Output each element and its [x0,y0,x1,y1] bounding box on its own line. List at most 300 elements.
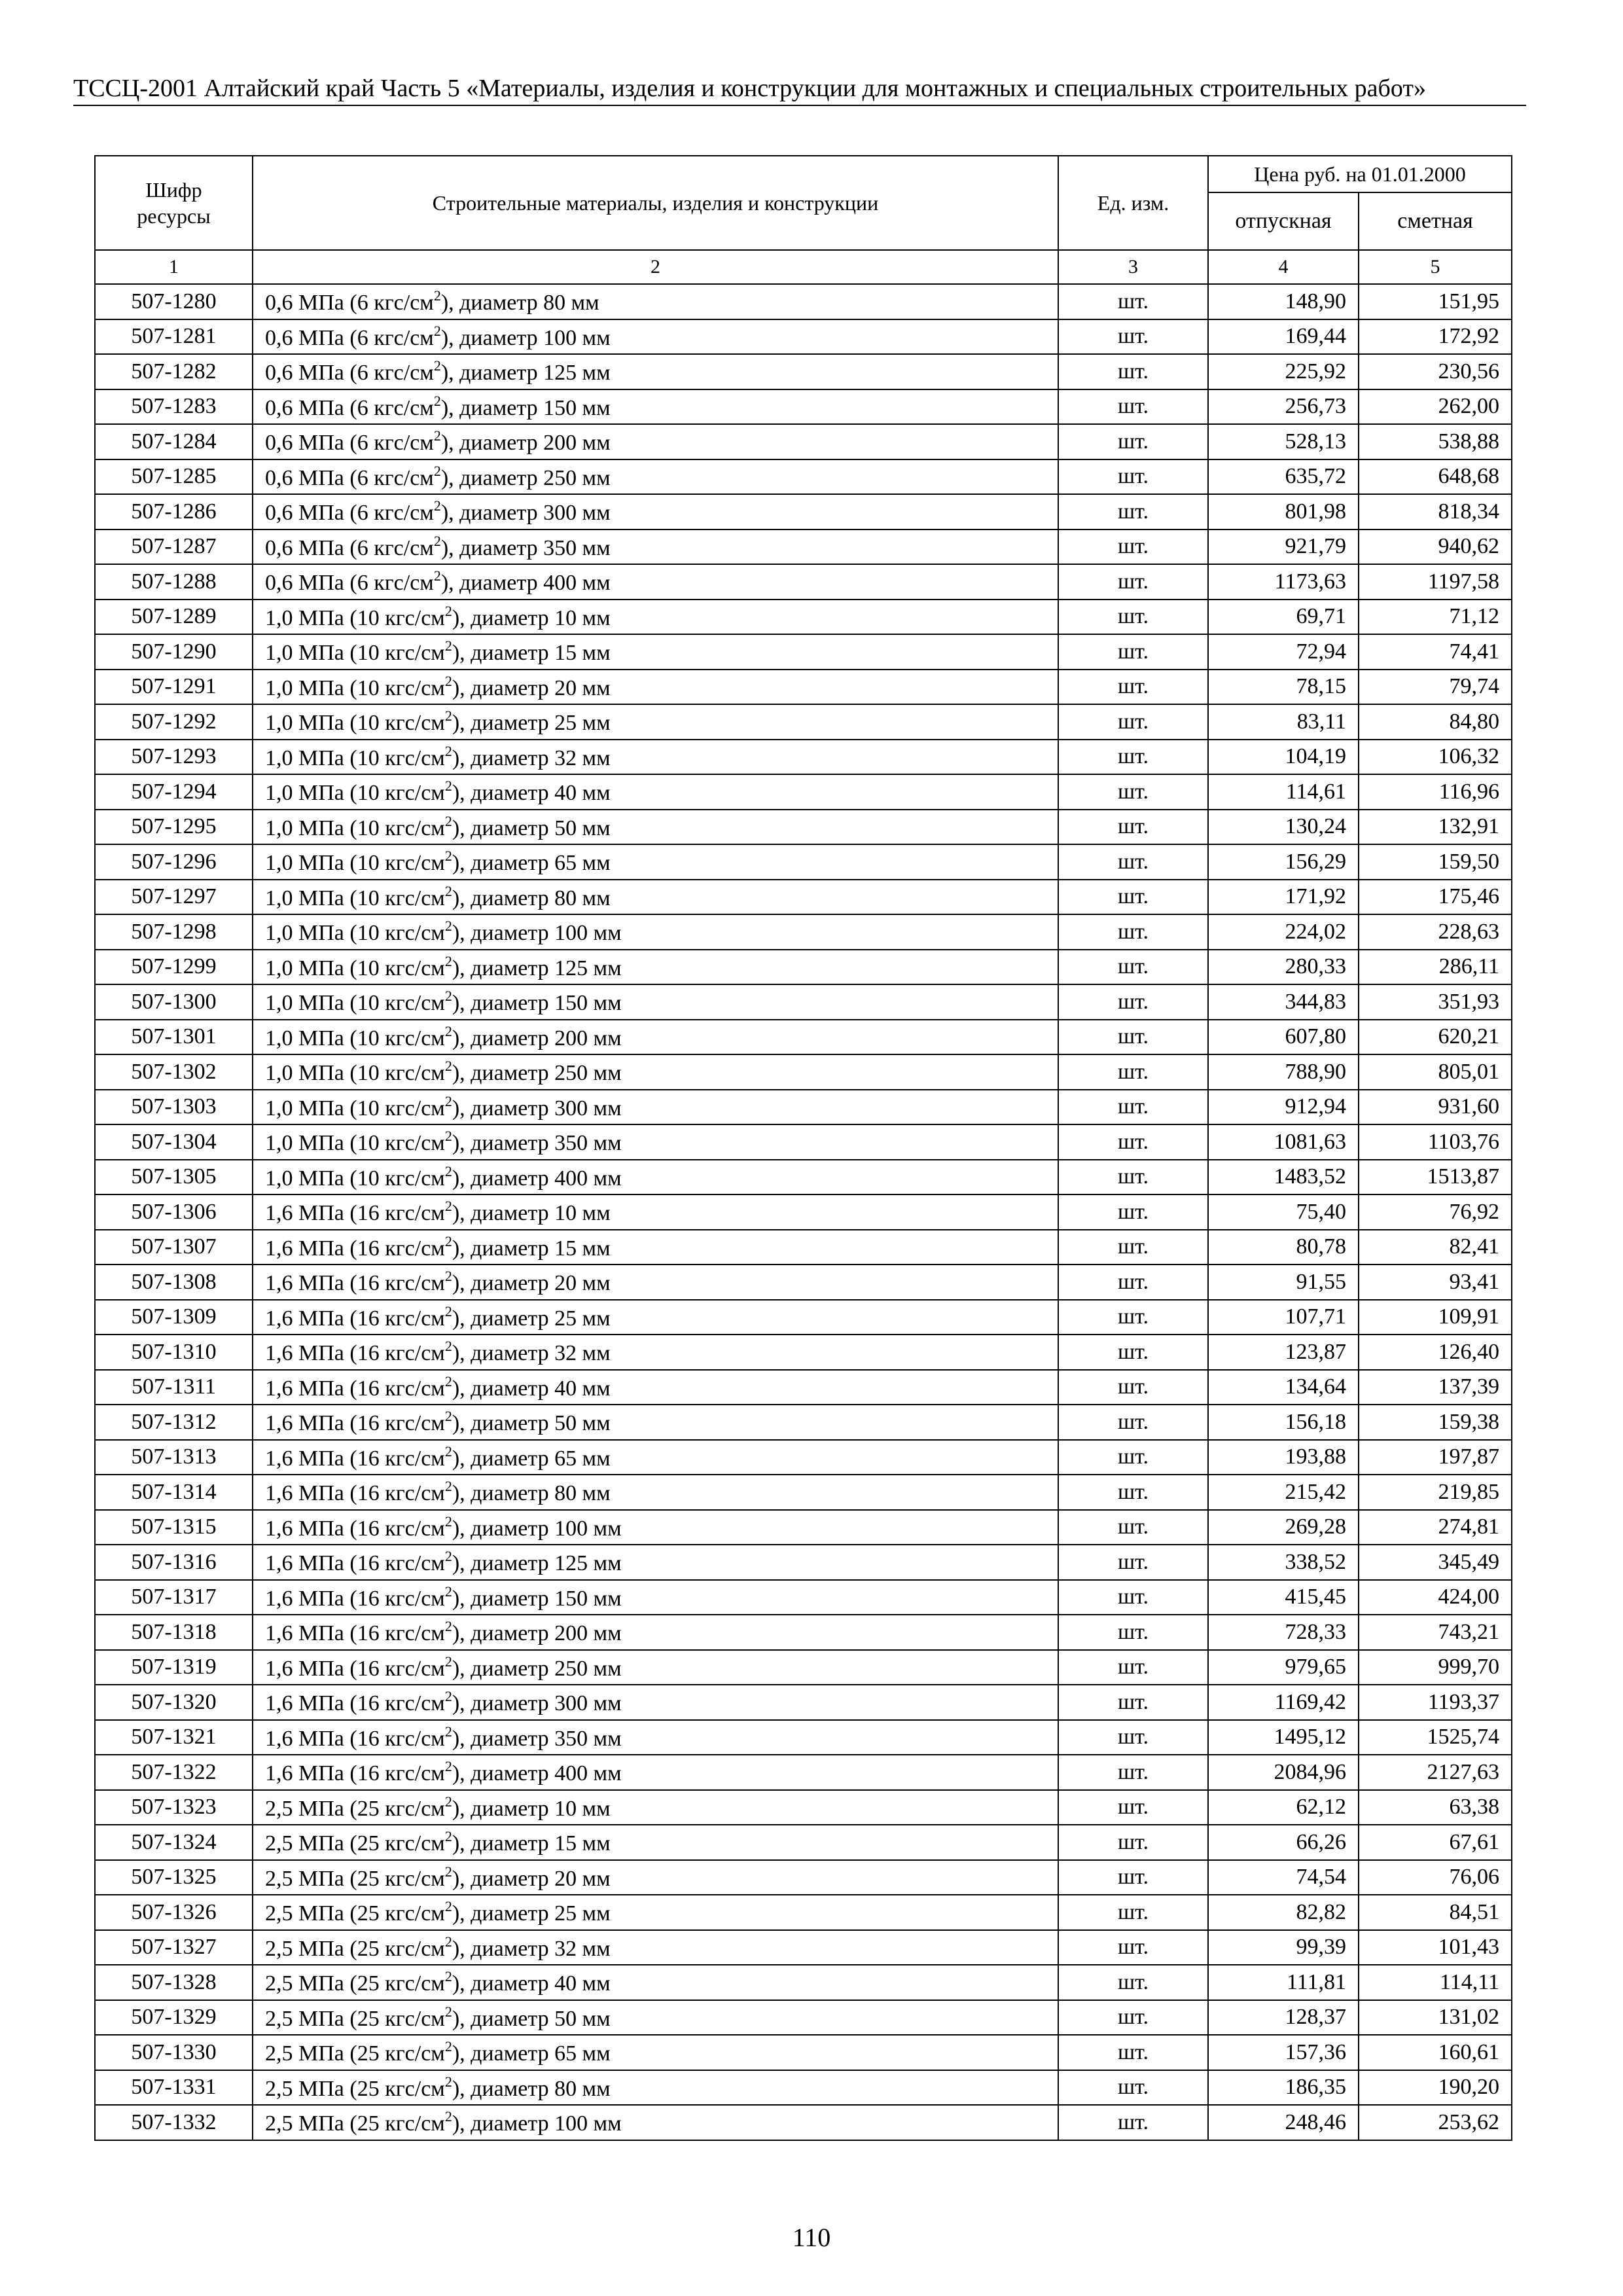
material-name [253,319,1058,355]
pressure-kgf: 6 [357,325,368,350]
diameter-text: ), диаметр [440,535,544,560]
pressure-kgf: 6 [357,395,368,420]
unit-exponent: 2 [444,1723,452,1740]
release-price: 171,92 [1208,880,1359,915]
pressure-mpa: 1,6 [265,1201,293,1226]
diameter-value: 15 [554,1831,577,1856]
mpa-text: МПа ( [293,535,357,560]
mm-text: мм [577,465,611,490]
resource-code: 507-1293 [95,740,253,775]
release-price: 979,65 [1208,1650,1359,1685]
unit-cell: шт. [1058,984,1208,1020]
material-name [253,1124,1058,1160]
diameter-value: 400 [554,1761,588,1786]
pressure-kgf: 16 [357,1691,380,1716]
unit-exponent: 2 [444,778,452,795]
material-name [253,740,1058,775]
diameter-value: 50 [554,816,577,840]
pressure-mpa: 1,6 [265,1236,293,1261]
resource-code: 507-1332 [95,2105,253,2140]
resource-code: 507-1310 [95,1335,253,1370]
release-price: 91,55 [1208,1265,1359,1300]
diameter-text: ), диаметр [452,2076,555,2101]
material-name [253,914,1058,950]
resource-code: 507-1283 [95,389,253,425]
estimate-price: 230,56 [1359,354,1512,389]
mpa-text: МПа ( [293,1796,357,1821]
mm-text: мм [577,1481,611,1506]
column-number: 2 [253,250,1058,284]
pressure-mpa: 1,6 [265,1411,293,1436]
mpa-text: МПа ( [293,1376,357,1401]
pressure-kgf: 10 [357,711,380,736]
estimate-price: 160,61 [1359,2035,1512,2070]
unit-cell: шт. [1058,2000,1208,2036]
pressure-kgf: 10 [357,781,380,806]
diameter-text: ), диаметр [452,641,555,666]
unit-cell: шт. [1058,1440,1208,1475]
release-price: 157,36 [1208,2035,1359,2070]
estimate-price: 648,68 [1359,459,1512,495]
pressure-kgf: 6 [357,535,368,560]
diameter-value: 100 [554,1516,588,1541]
mpa-text: МПа ( [293,431,357,456]
diameter-value: 10 [554,1201,577,1226]
diameter-value: 32 [554,1341,577,1366]
pressure-kgf: 10 [357,1026,380,1050]
pressure-kgf: 16 [357,1761,380,1786]
kgf-text: кгс/см [368,571,434,596]
pressure-kgf: 25 [357,1796,380,1821]
column-number-row [95,250,1512,284]
table-row [95,1335,1512,1370]
unit-exponent: 2 [444,672,452,689]
unit-cell: шт. [1058,1370,1208,1405]
pressure-mpa: 2,5 [265,1901,293,1926]
kgf-text: кгс/см [379,711,445,736]
unit-cell: шт. [1058,1860,1208,1895]
estimate-price: 114,11 [1359,1965,1512,2000]
pressure-mpa: 1,6 [265,1446,293,1471]
resource-code: 507-1303 [95,1090,253,1125]
unit-exponent: 2 [444,1058,452,1075]
unit-cell: шт. [1058,1895,1208,1930]
mpa-text: МПа ( [293,1761,357,1786]
resource-code: 507-1304 [95,1124,253,1160]
resource-code: 507-1306 [95,1194,253,1230]
material-name [253,389,1058,425]
release-price: 82,82 [1208,1895,1359,1930]
pressure-kgf: 16 [357,1551,380,1576]
diameter-text: ), диаметр [452,1726,555,1751]
mm-text: мм [577,1306,611,1331]
kgf-text: кгс/см [379,1376,445,1401]
unit-exponent: 2 [444,2073,452,2090]
unit-exponent: 2 [433,322,441,339]
pressure-kgf: 6 [357,465,368,490]
diameter-text: ), диаметр [452,1236,555,1261]
estimate-price: 116,96 [1359,774,1512,810]
mm-text: мм [577,605,611,630]
pressure-kgf: 25 [357,1866,380,1891]
kgf-text: кгс/см [379,1306,445,1331]
resource-code: 507-1322 [95,1755,253,1790]
table-row [95,1475,1512,1510]
pressure-mpa: 0,6 [265,465,293,490]
diameter-text: ), диаметр [452,1306,555,1331]
table-row [95,284,1512,319]
mm-text: мм [588,956,622,980]
resource-code: 507-1280 [95,284,253,319]
unit-exponent: 2 [444,1128,452,1145]
estimate-price: 126,40 [1359,1335,1512,1370]
mpa-text: МПа ( [293,641,357,666]
diameter-text: ), диаметр [452,1376,555,1401]
unit-exponent: 2 [433,392,441,409]
table-row [95,2105,1512,2140]
pressure-kgf: 10 [357,1166,380,1191]
unit-cell: шт. [1058,1405,1208,1440]
table-row [95,354,1512,389]
unit-exponent: 2 [444,1793,452,1810]
unit-cell: шт. [1058,529,1208,565]
diameter-value: 20 [554,675,577,700]
kgf-text: кгс/см [379,886,445,910]
header-release-price: отпускная [1208,192,1359,250]
material-name [253,1790,1058,1825]
diameter-value: 150 [554,991,588,1016]
pressure-kgf: 16 [357,1411,380,1436]
release-price: 156,18 [1208,1405,1359,1440]
release-price: 169,44 [1208,319,1359,355]
pressure-mpa: 1,0 [265,991,293,1016]
table-row [95,1124,1512,1160]
unit-exponent: 2 [444,1688,452,1705]
diameter-value: 40 [554,781,577,806]
mm-text: мм [588,1656,622,1681]
table-row [95,1160,1512,1195]
mpa-text: МПа ( [293,1236,357,1261]
diameter-value: 250 [554,1061,588,1086]
kgf-text: кгс/см [368,501,434,526]
diameter-text: ), диаметр [452,921,555,946]
diameter-text: ), диаметр [452,886,555,910]
estimate-price: 131,02 [1359,2000,1512,2036]
resource-code: 507-1327 [95,1930,253,1965]
release-price: 72,94 [1208,634,1359,670]
material-name [253,2105,1058,2140]
material-name [253,2035,1058,2070]
release-price: 128,37 [1208,2000,1359,2036]
material-name [253,564,1058,600]
diameter-text: ), диаметр [452,745,555,770]
material-name [253,1370,1058,1405]
pressure-mpa: 2,5 [265,2006,293,2031]
kgf-text: кгс/см [368,361,434,386]
pressure-mpa: 0,6 [265,395,293,420]
mpa-text: МПа ( [293,501,357,526]
diameter-value: 125 [543,361,577,386]
unit-cell: шт. [1058,1965,1208,2000]
estimate-price: 620,21 [1359,1020,1512,1055]
kgf-text: кгс/см [368,535,434,560]
pressure-kgf: 25 [357,1901,380,1926]
unit-exponent: 2 [444,602,452,619]
release-price: 123,87 [1208,1335,1359,1370]
unit-exponent: 2 [433,427,441,444]
mm-text: мм [577,1341,611,1366]
material-name [253,950,1058,985]
diameter-value: 32 [554,1936,577,1961]
resource-code: 507-1297 [95,880,253,915]
unit-exponent: 2 [444,988,452,1005]
resource-code: 507-1330 [95,2035,253,2070]
unit-exponent: 2 [444,742,452,759]
estimate-price: 999,70 [1359,1650,1512,1685]
mpa-text: МПа ( [293,2076,357,2101]
resource-code: 507-1292 [95,704,253,740]
diameter-value: 125 [554,1551,588,1576]
material-name [253,774,1058,810]
diameter-text: ), диаметр [452,1971,555,1996]
pressure-kgf: 10 [357,851,380,876]
mm-text: мм [588,1516,622,1541]
resource-code: 507-1329 [95,2000,253,2036]
header-unit: Ед. изм. [1058,156,1208,250]
unit-exponent: 2 [444,2038,452,2055]
pressure-kgf: 16 [357,1306,380,1331]
header-price-group: Цена руб. на 01.01.2000 [1208,156,1512,192]
release-price: 69,71 [1208,600,1359,635]
mm-text: мм [577,641,611,666]
pressure-kgf: 10 [357,745,380,770]
resource-code: 507-1325 [95,1860,253,1895]
table-row [95,1194,1512,1230]
estimate-price: 1193,37 [1359,1685,1512,1720]
release-price: 134,64 [1208,1370,1359,1405]
diameter-text: ), диаметр [452,1586,555,1611]
unit-cell: шт. [1058,1300,1208,1335]
diameter-value: 50 [554,1411,577,1436]
material-name [253,1930,1058,1965]
pressure-kgf: 6 [357,431,368,456]
table-row [95,1650,1512,1685]
release-price: 415,45 [1208,1580,1359,1615]
estimate-price: 931,60 [1359,1090,1512,1125]
diameter-value: 50 [554,2006,577,2031]
kgf-text: кгс/см [379,921,445,946]
mm-text: мм [577,535,611,560]
estimate-price: 190,20 [1359,2070,1512,2106]
mm-text: мм [577,745,611,770]
unit-exponent: 2 [433,462,441,479]
pressure-mpa: 1,6 [265,1691,293,1716]
material-name [253,1194,1058,1230]
material-name [253,1300,1058,1335]
resource-code: 507-1284 [95,424,253,459]
mm-text: мм [577,571,611,596]
material-name [253,1510,1058,1545]
release-price: 225,92 [1208,354,1359,389]
diameter-value: 32 [554,745,577,770]
resource-code: 507-1311 [95,1370,253,1405]
material-name [253,2070,1058,2106]
diameter-text: ), диаметр [440,361,544,386]
unit-cell: шт. [1058,1054,1208,1090]
diameter-value: 80 [554,1481,577,1506]
resource-code: 507-1315 [95,1510,253,1545]
table-row [95,389,1512,425]
kgf-text: кгс/см [379,2041,445,2066]
diameter-value: 300 [543,501,577,526]
diameter-text: ), диаметр [452,1621,555,1646]
material-name [253,2000,1058,2036]
estimate-price: 805,01 [1359,1054,1512,1090]
mpa-text: МПа ( [293,1831,357,1856]
release-price: 788,90 [1208,1054,1359,1090]
pressure-mpa: 1,0 [265,675,293,700]
unit-exponent: 2 [444,1443,452,1460]
mm-text: мм [577,1376,611,1401]
estimate-price: 175,46 [1359,880,1512,915]
estimate-price: 424,00 [1359,1580,1512,1615]
unit-exponent: 2 [444,2003,452,2020]
mm-text: мм [577,816,611,840]
mpa-text: МПа ( [293,991,357,1016]
release-price: 193,88 [1208,1440,1359,1475]
resource-code: 507-1295 [95,810,253,845]
column-number: 4 [1208,250,1359,284]
pressure-kgf: 16 [357,1341,380,1366]
unit-cell: шт. [1058,774,1208,810]
release-price: 801,98 [1208,494,1359,529]
mpa-text: МПа ( [293,1096,357,1121]
pressure-mpa: 1,0 [265,886,293,910]
mpa-text: МПа ( [293,921,357,946]
pressure-mpa: 0,6 [265,431,293,456]
pressure-mpa: 2,5 [265,2041,293,2066]
resource-code: 507-1319 [95,1650,253,1685]
unit-exponent: 2 [444,708,452,725]
mpa-text: МПа ( [293,675,357,700]
unit-exponent: 2 [444,1408,452,1425]
mm-text: мм [588,1061,622,1086]
estimate-price: 67,61 [1359,1825,1512,1860]
kgf-text: кгс/см [379,1201,445,1226]
pressure-kgf: 10 [357,641,380,666]
column-number: 5 [1359,250,1512,284]
diameter-text: ), диаметр [452,1761,555,1786]
kgf-text: кгс/см [379,1971,445,1996]
estimate-price: 345,49 [1359,1545,1512,1580]
pressure-mpa: 1,0 [265,956,293,980]
mpa-text: МПа ( [293,1621,357,1646]
estimate-price: 197,87 [1359,1440,1512,1475]
diameter-text: ), диаметр [452,1096,555,1121]
diameter-value: 65 [554,2041,577,2066]
price-table [94,155,1512,2141]
resource-code: 507-1317 [95,1580,253,1615]
unit-exponent: 2 [444,1898,452,1915]
release-price: 62,12 [1208,1790,1359,1825]
estimate-price: 262,00 [1359,389,1512,425]
material-name [253,880,1058,915]
estimate-price: 79,74 [1359,670,1512,705]
material-name [253,634,1058,670]
unit-exponent: 2 [433,357,441,374]
mm-text: мм [588,921,622,946]
estimate-price: 274,81 [1359,1510,1512,1545]
release-price: 2084,96 [1208,1755,1359,1790]
release-price: 99,39 [1208,1930,1359,1965]
diameter-text: ), диаметр [452,605,555,630]
pressure-mpa: 1,0 [265,1026,293,1050]
pressure-mpa: 0,6 [265,535,293,560]
pressure-mpa: 0,6 [265,291,293,315]
table-row [95,1755,1512,1790]
pressure-kgf: 16 [357,1446,380,1471]
table-row [95,1405,1512,1440]
kgf-text: кгс/см [379,1936,445,1961]
mpa-text: МПа ( [293,291,357,315]
table-row [95,319,1512,355]
page-number: 110 [792,2223,831,2252]
resource-code: 507-1318 [95,1615,253,1650]
estimate-price: 743,21 [1359,1615,1512,1650]
table-row [95,914,1512,950]
unit-cell: шт. [1058,319,1208,355]
diameter-text: ), диаметр [452,1201,555,1226]
pressure-mpa: 1,0 [265,1061,293,1086]
diameter-value: 250 [554,1656,588,1681]
unit-cell: шт. [1058,704,1208,740]
diameter-text: ), диаметр [452,1481,555,1506]
pressure-kgf: 6 [357,571,368,596]
estimate-price: 228,63 [1359,914,1512,950]
table-row [95,1440,1512,1475]
estimate-price: 1513,87 [1359,1160,1512,1195]
resource-code: 507-1299 [95,950,253,985]
table-row [95,600,1512,635]
unit-cell: шт. [1058,389,1208,425]
diameter-value: 150 [554,1586,588,1611]
kgf-text: кгс/см [379,851,445,876]
mpa-text: МПа ( [293,745,357,770]
resource-code: 507-1298 [95,914,253,950]
mm-text: мм [577,2076,611,2101]
unit-exponent: 2 [444,637,452,655]
unit-cell: шт. [1058,2035,1208,2070]
kgf-text: кгс/см [379,1166,445,1191]
table-row [95,2070,1512,2106]
pressure-kgf: 16 [357,1726,380,1751]
estimate-price: 253,62 [1359,2105,1512,2140]
table-row [95,1720,1512,1755]
material-name [253,1475,1058,1510]
resource-code: 507-1301 [95,1020,253,1055]
mm-text: мм [588,2111,622,2136]
estimate-price: 71,12 [1359,600,1512,635]
kgf-text: кгс/см [379,991,445,1016]
pressure-mpa: 2,5 [265,1971,293,1996]
estimate-price: 101,43 [1359,1930,1512,1965]
diameter-value: 400 [554,1166,588,1191]
release-price: 248,46 [1208,2105,1359,2140]
resource-code: 507-1288 [95,564,253,600]
diameter-text: ), диаметр [440,465,544,490]
diameter-text: ), диаметр [440,325,544,350]
release-price: 921,79 [1208,529,1359,565]
